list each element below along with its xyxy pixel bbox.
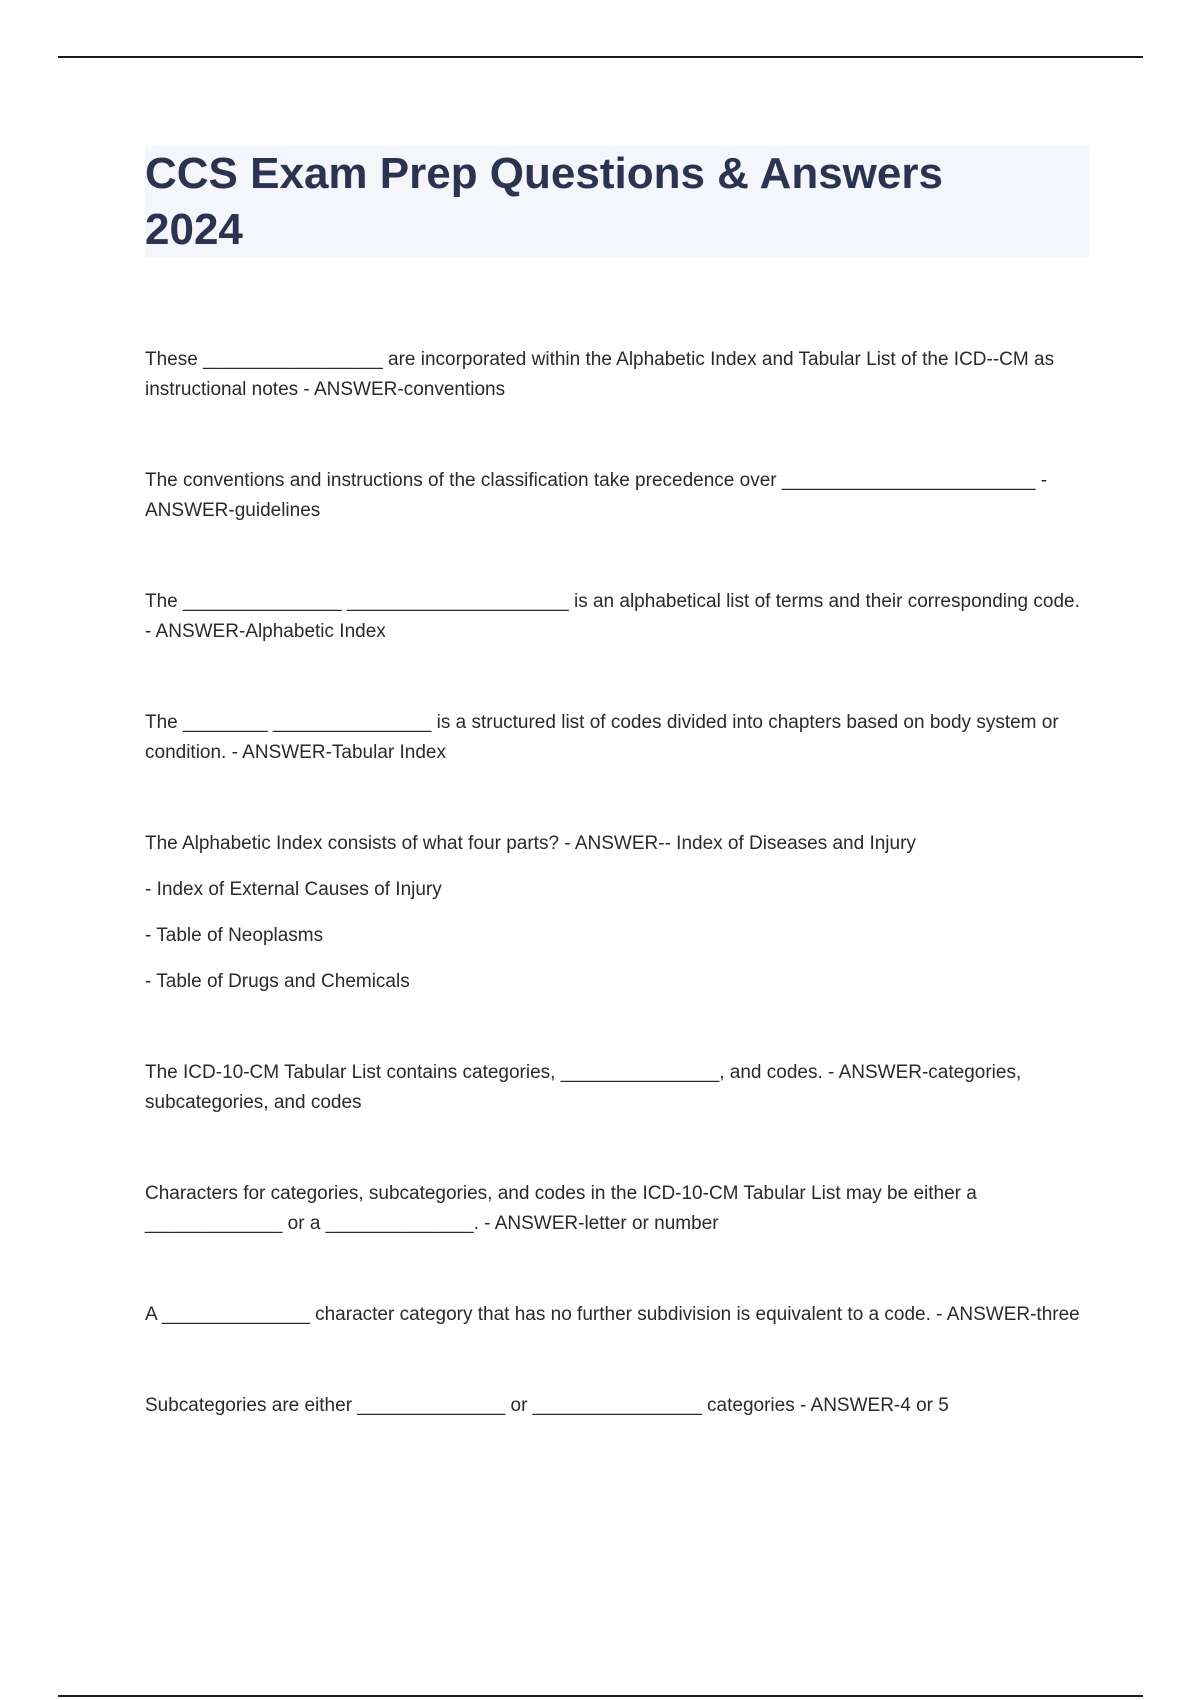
qa-item [145, 829, 1090, 997]
qa-item [145, 1300, 1090, 1330]
qa-sub-line: - Table of Drugs and Chemicals [145, 971, 410, 992]
qa-item [145, 1058, 1090, 1118]
qa-text: The ________ _______________ is a structured list of codes divided into chapters based on body system or condition. - ANSWER-Tabular Index [145, 712, 1059, 763]
title-box [145, 146, 1089, 258]
qa-text: Characters for categories, subcategories, and codes in the ICD-10-CM Tabular List may be either a _____________ or a ______________. - ANSWER-letter or number [145, 1183, 977, 1234]
qa-list [145, 345, 1090, 1482]
qa-text: The Alphabetic Index consists of what four parts? - ANSWER-- Index of Diseases and Injury [145, 833, 916, 854]
qa-text: The ICD-10-CM Tabular List contains categories, _______________, and codes. - ANSWER-categories, subcategories, and codes [145, 1062, 1022, 1113]
qa-text: Subcategories are either ______________ or ________________ categories - ANSWER-4 or 5 [145, 1395, 949, 1416]
qa-item [145, 345, 1090, 405]
title-line-2: 2024 [145, 205, 243, 254]
qa-sub-line: - Table of Neoplasms [145, 925, 324, 946]
page-title [145, 146, 1089, 258]
qa-item [145, 1179, 1090, 1239]
title-line-1: CCS Exam Prep Questions & Answers [145, 149, 943, 198]
footer-rule [58, 1695, 1143, 1697]
qa-text: These _________________ are incorporated within the Alphabetic Index and Tabular List of the ICD--CM as instructional notes - ANSWER-conventions [145, 349, 1055, 400]
qa-text: The _______________ _____________________ is an alphabetical list of terms and their corresponding code. - ANSWER-Alphabetic Index [145, 591, 1080, 642]
qa-item [145, 708, 1090, 768]
qa-text: The conventions and instructions of the classification take precedence over ________________________ - ANSWER-guidelines [145, 470, 1048, 521]
qa-item [145, 1391, 1090, 1421]
qa-item [145, 587, 1090, 647]
qa-text: A ______________ character category that has no further subdivision is equivalent to a code. - ANSWER-three [145, 1304, 1080, 1325]
qa-sub-line: - Index of External Causes of Injury [145, 879, 442, 900]
qa-item [145, 466, 1090, 526]
header-rule [58, 56, 1143, 58]
